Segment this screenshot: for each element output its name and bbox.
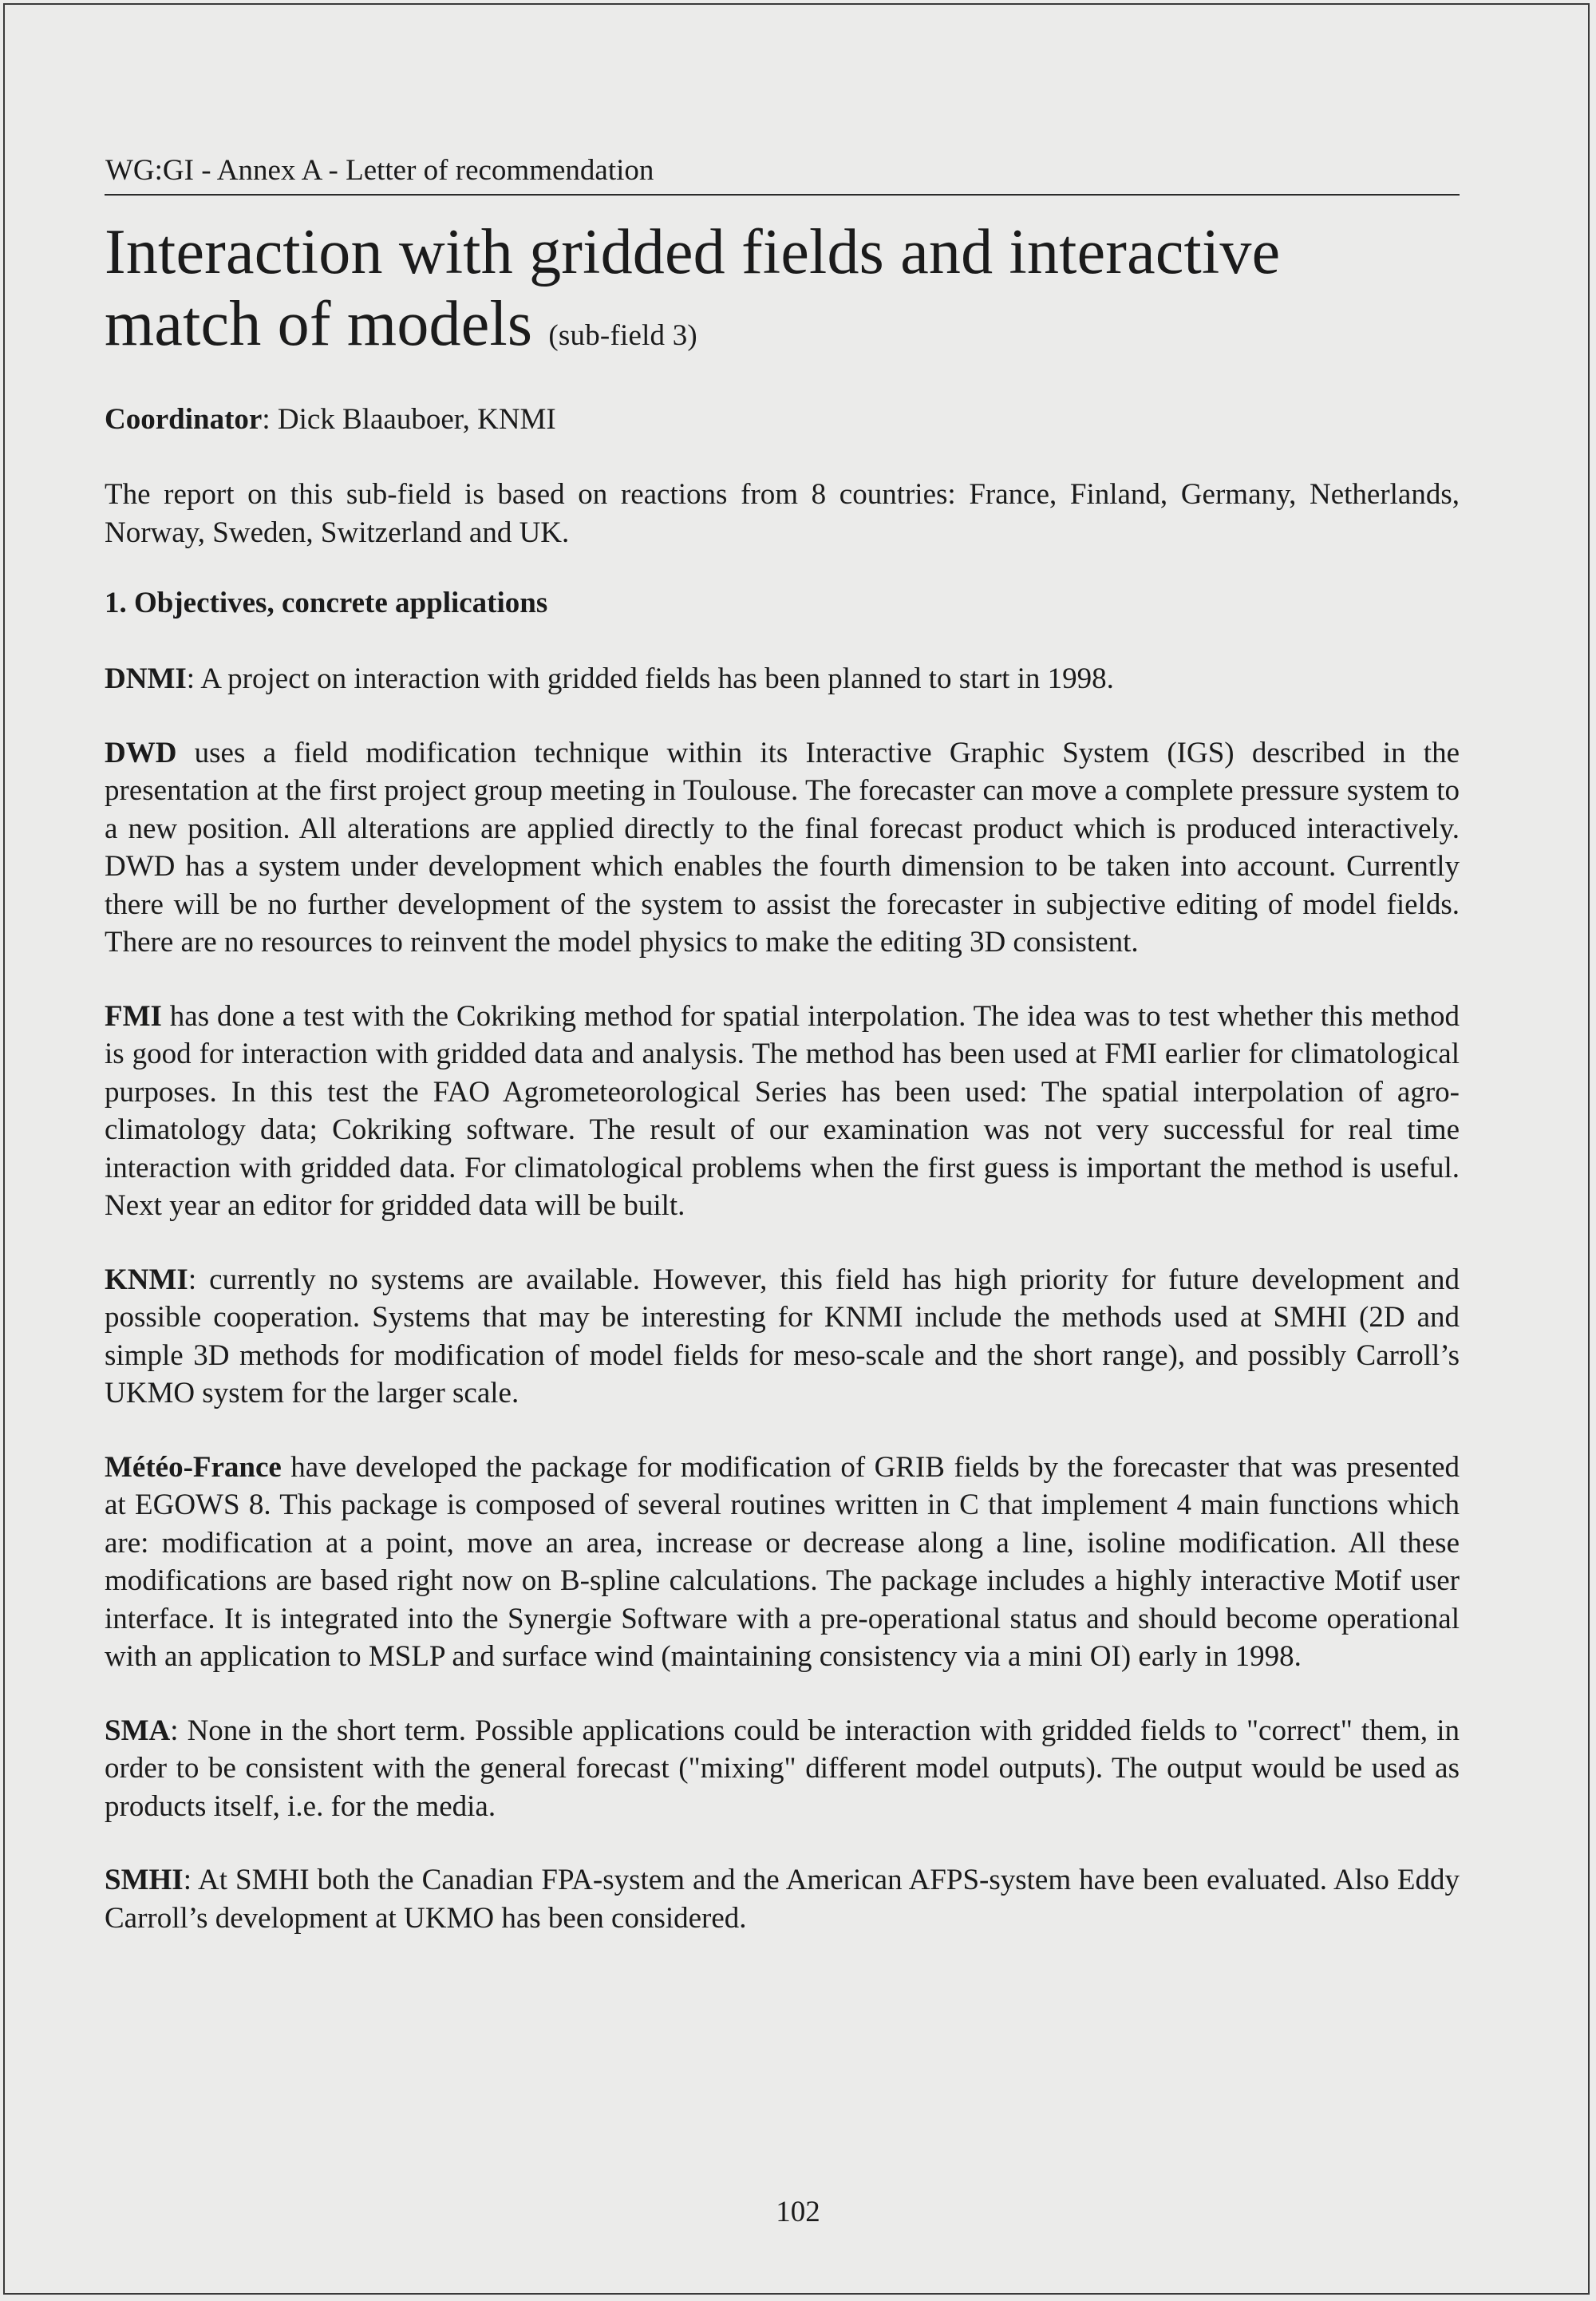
entry-org: SMHI <box>105 1864 184 1896</box>
entry-org: Météo-France <box>105 1450 282 1484</box>
page-title <box>105 216 1460 372</box>
title-line-1: Interaction with gridded fields and interactive <box>105 217 1281 287</box>
section-heading: 1. Objectives, concrete applications <box>105 587 548 619</box>
entry-org: DNMI <box>105 662 187 695</box>
entry-meteo-france <box>105 1449 1460 1676</box>
entry-sma <box>105 1712 1460 1826</box>
title-line-2: match of models <box>105 289 533 359</box>
entry-fmi <box>105 998 1460 1225</box>
entry-knmi <box>105 1261 1460 1413</box>
document-body <box>105 148 1460 1937</box>
intro-paragraph: The report on this sub-field is based on reactions from 8 countries: France, Finland, Germany, Netherlands, Norway, Sweden, Switzerland and UK. <box>105 478 1460 549</box>
entry-dnmi <box>105 660 1460 698</box>
coordinator-label: Coordinator <box>105 403 263 436</box>
entry-text: uses a field modification technique within its Interactive Graphic System (IGS) described in the presentation at the first project group meeting in Toulouse. The forecaster can move a complete pressure system to a new position. All alterations are applied directly to the final forecast product which is produced interactively. DWD has a system under development which enables the fourth dimension to be taken into account. Currently there will be no further development of the system to assist the forecaster in subjective editing of model fields. There are no resources to reinvent the model physics to make the editing 3D consistent. <box>105 736 1460 959</box>
entry-text: : currently no systems are available. However, this field has high priority for future development and possible cooperation. Systems that may be interesting for KNMI include the methods used at SMHI (2D and simple 3D methods for modification of model fields for meso-scale and the short range), and possibly Carroll’s UKMO system for the larger scale. <box>105 1263 1460 1409</box>
running-header: WG:GI - Annex A - Letter of recommendation <box>105 148 1460 196</box>
entry-text: has done a test with the Cokriking method for spatial interpolation. The idea was to test whether this method is good for interaction with gridded data and analysis. The method has been used at FMI earlier for climatological purposes. In this test the FAO Agrometeorological Series has been used: The spatial interpolation of agro-climatology data; Cokriking software. The result of our examination was not very successful for real time interaction with gridded data. For climatological problems when the first guess is important the method is useful. Next year an editor for gridded data will be built. <box>105 999 1460 1222</box>
page-number: 102 <box>776 2196 820 2228</box>
entry-smhi <box>105 1861 1460 1937</box>
entry-dwd <box>105 734 1460 962</box>
entry-text: : A project on interaction with gridded fields has been planned to start in 1998. <box>186 662 1114 695</box>
entry-text: : At SMHI both the Canadian FPA-system and the American AFPS-system have been evaluated. Also Eddy Carroll’s development at UKMO has been considered. <box>105 1864 1460 1935</box>
entry-text: : None in the short term. Possible applications could be interaction with gridded fields to "correct" them, in order to be consistent with the general forecast ("mixing" different model outputs). The output would be used as products itself, i.e. for the media. <box>105 1714 1460 1823</box>
title-subfield: (sub-field 3) <box>548 319 697 352</box>
coordinator-line <box>105 401 1460 439</box>
entry-org: SMA <box>105 1714 171 1747</box>
coordinator-value: : Dick Blaauboer, KNMI <box>262 403 556 436</box>
entry-org: FMI <box>105 999 162 1033</box>
entry-org: DWD <box>105 736 177 769</box>
entry-text: have developed the package for modification of GRIB fields by the forecaster that was presented at EGOWS 8. This package is composed of several routines written in C that implement 4 main functions which are: modification at a point, move an area, increase or decrease along a line, isoline modification. All these modifications are based right now on B-spline calculations. The package includes a highly interactive Motif user interface. It is integrated into the Synergie Software with a pre-operational status and should become operational with an application to MSLP and surface wind (maintaining consistency via a mini OI) early in 1998. <box>105 1450 1460 1673</box>
entry-org: KNMI <box>105 1263 188 1296</box>
